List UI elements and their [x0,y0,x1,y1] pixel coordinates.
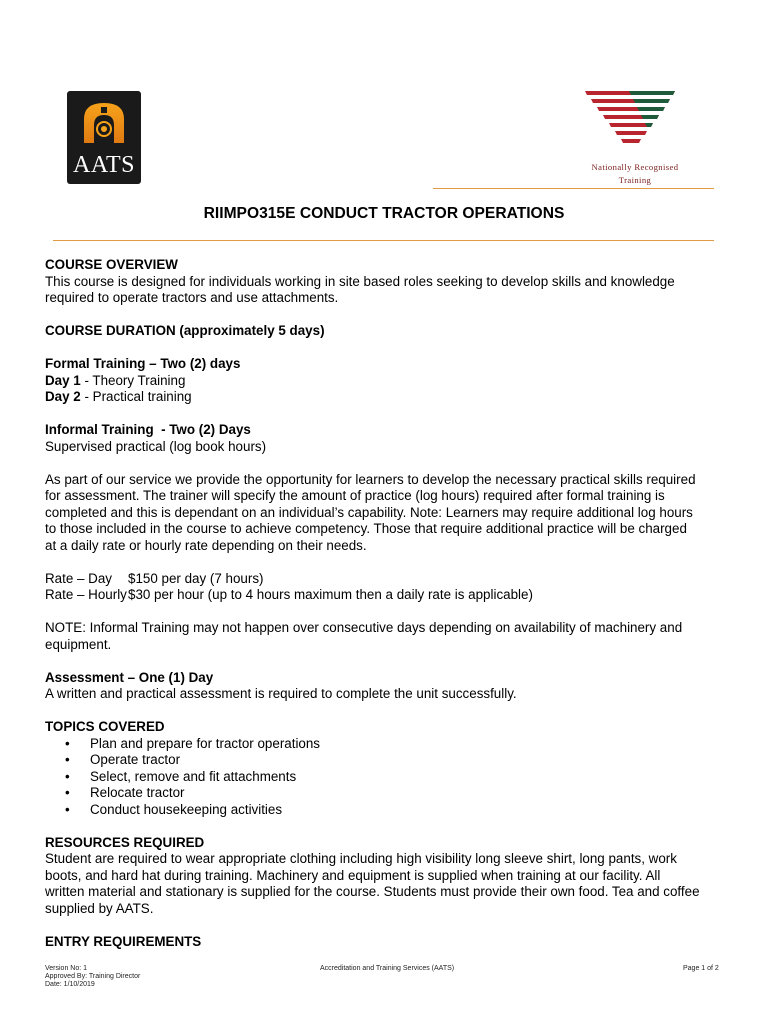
rate-hourly-label: Rate – Hourly [45,587,127,602]
day2-line [45,389,735,406]
resources-line-1: Student are required to wear appropriate clothing including high visibility long sleeve shirt, long pants, work [45,851,677,866]
resources-line-3: written material and stationary is supplied for the course. Students must provide their own food. Tea and coffee [45,884,700,899]
note-line-2: equipment. [45,636,112,652]
note-line-1: NOTE: Informal Training may not happen over consecutive days depending on availability of machinery and [45,620,683,635]
service-line-4: to those included in the course to achieve competency. Those that require additional practice will be charged [45,521,687,536]
service-line-5: at a daily rate or hourly rate depending on their needs. [45,537,367,553]
list-item: • Operate tractor [45,752,735,769]
rate-hourly-row [45,587,735,604]
overview-line-1: This course is designed for individuals working in site based roles seeking to develop skills and knowledge [45,273,675,289]
list-item: • Conduct housekeeping activities [45,802,735,819]
assessment-heading: Assessment – One (1) Day [45,669,214,685]
footer-date: Date: 1/10/2019 [45,981,95,989]
page-title: RIIMPO315E CONDUCT TRACTOR OPERATIONS [203,205,565,222]
footer-meta [45,965,265,990]
topics-heading: TOPICS COVERED [45,719,165,734]
footer-version: Version No: 1 [45,965,88,972]
footer-org: Accreditation and Training Services (AATS) [320,965,455,972]
helmet-emblem-icon [80,99,128,147]
service-line-3: completed and this is dependant on an individual’s capability. Note: Learners may require additional log hours [45,504,693,520]
resources-heading: RESOURCES REQUIRED [45,834,205,850]
overview-heading: COURSE OVERVIEW [45,257,178,272]
nrt-caption-line1: Nationally Recognised [591,162,679,172]
day1-text: - Theory Training [80,372,186,388]
formal-training-heading: Formal Training – Two (2) days [45,356,241,371]
rate-day-row [45,571,735,588]
entry-requirements-heading: ENTRY REQUIREMENTS [45,933,202,949]
duration-heading: COURSE DURATION (approximately 5 days) [45,323,325,338]
list-item: • Plan and prepare for tractor operations [45,736,735,753]
day1-label: Day 1 [45,372,81,388]
day2-text: - Practical training [80,389,192,404]
footer-approved: Approved By: Training Director [45,973,141,981]
resources-line-4: supplied by AATS. [45,900,154,916]
aats-wordmark: AATS [72,152,135,178]
day2-label: Day 2 [45,389,81,404]
nationally-recognised-training-logo [575,88,695,188]
nrt-caption-line2: Training [618,175,652,185]
service-line-2: for assessment. The trainer will specify the amount of practice (log hours) required after formal training is [45,488,665,503]
nrt-triangle-icon [575,88,695,160]
informal-training-heading: Informal Training - Two (2) Days [45,422,251,437]
service-line-1: As part of our service we provide the opportunity for learners to develop the necessary practical skills required [45,471,696,487]
rate-hourly-value: $30 per hour (up to 4 hours maximum then a daily rate is applicable) [128,587,533,602]
aats-logo [67,91,141,184]
day1-line [45,373,735,390]
topics-list [45,736,735,819]
rate-day-label: Rate – Day [45,570,112,586]
list-item: • Select, remove and fit attachments [45,769,735,786]
informal-training-text: Supervised practical (log book hours) [45,438,267,454]
title-rule [53,240,714,241]
resources-line-2: boots, and hard hat during training. Machinery and equipment is supplied when training at our facility. All [45,867,661,883]
nrt-caption [575,161,695,187]
document-body [45,257,735,950]
list-item: • Relocate tractor [45,785,735,802]
rate-day-value: $150 per day (7 hours) [128,570,264,586]
overview-line-2: required to operate tractors and use attachments. [45,290,339,305]
footer-page-number: Page 1 of 2 [683,965,719,972]
assessment-text: A written and practical assessment is required to complete the unit successfully. [45,686,517,701]
header-rule [433,188,714,189]
